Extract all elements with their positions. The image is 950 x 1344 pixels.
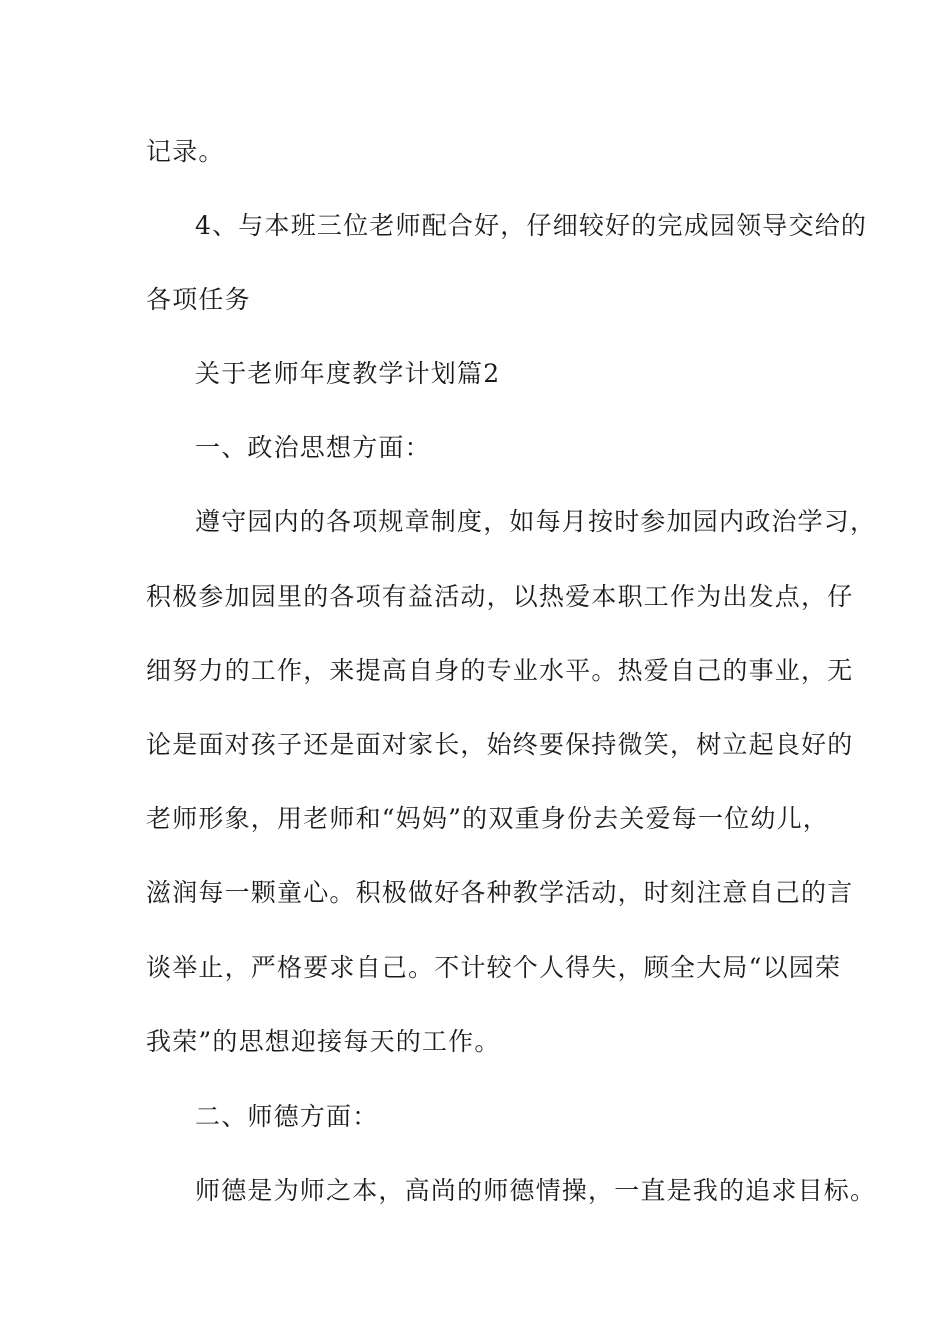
heading-ethics: 二、师德方面： <box>195 1102 379 1131</box>
text-line-1: 记录。 <box>146 137 225 166</box>
text-line-3: 各项任务 <box>146 285 251 314</box>
text-line-7: 积极参加园里的各项有益活动，以热爱本职工作为出发点，仔 <box>146 582 854 611</box>
text-line-2: 4、与本班三位老师配合好，仔细较好的完成园领导交给的 <box>195 211 868 240</box>
text-line-13: 我荣”的思想迎接每天的工作。 <box>146 1027 501 1056</box>
heading-politics: 一、政治思想方面： <box>195 433 431 462</box>
text-line-8: 细努力的工作，来提高自身的专业水平。热爱自己的事业，无 <box>146 656 854 685</box>
text-line-6: 遵守园内的各项规章制度，如每月按时参加园内政治学习， <box>195 507 877 536</box>
text-line-10: 老师形象，用老师和“妈妈”的双重身份去关爱每一位幼儿， <box>146 804 829 833</box>
text-line-15: 师德是为师之本，高尚的师德情操，一直是我的追求目标。 <box>195 1176 877 1205</box>
text-line-12: 谈举止，严格要求自己。不计较个人得失，顾全大局“以园荣 <box>146 953 842 982</box>
text-line-11: 滋润每一颗童心。积极做好各种教学活动，时刻注意自己的言 <box>146 878 854 907</box>
text-line-9: 论是面对孩子还是面对家长，始终要保持微笑，树立起良好的 <box>146 730 854 759</box>
section-title: 关于老师年度教学计划篇2 <box>195 359 501 388</box>
